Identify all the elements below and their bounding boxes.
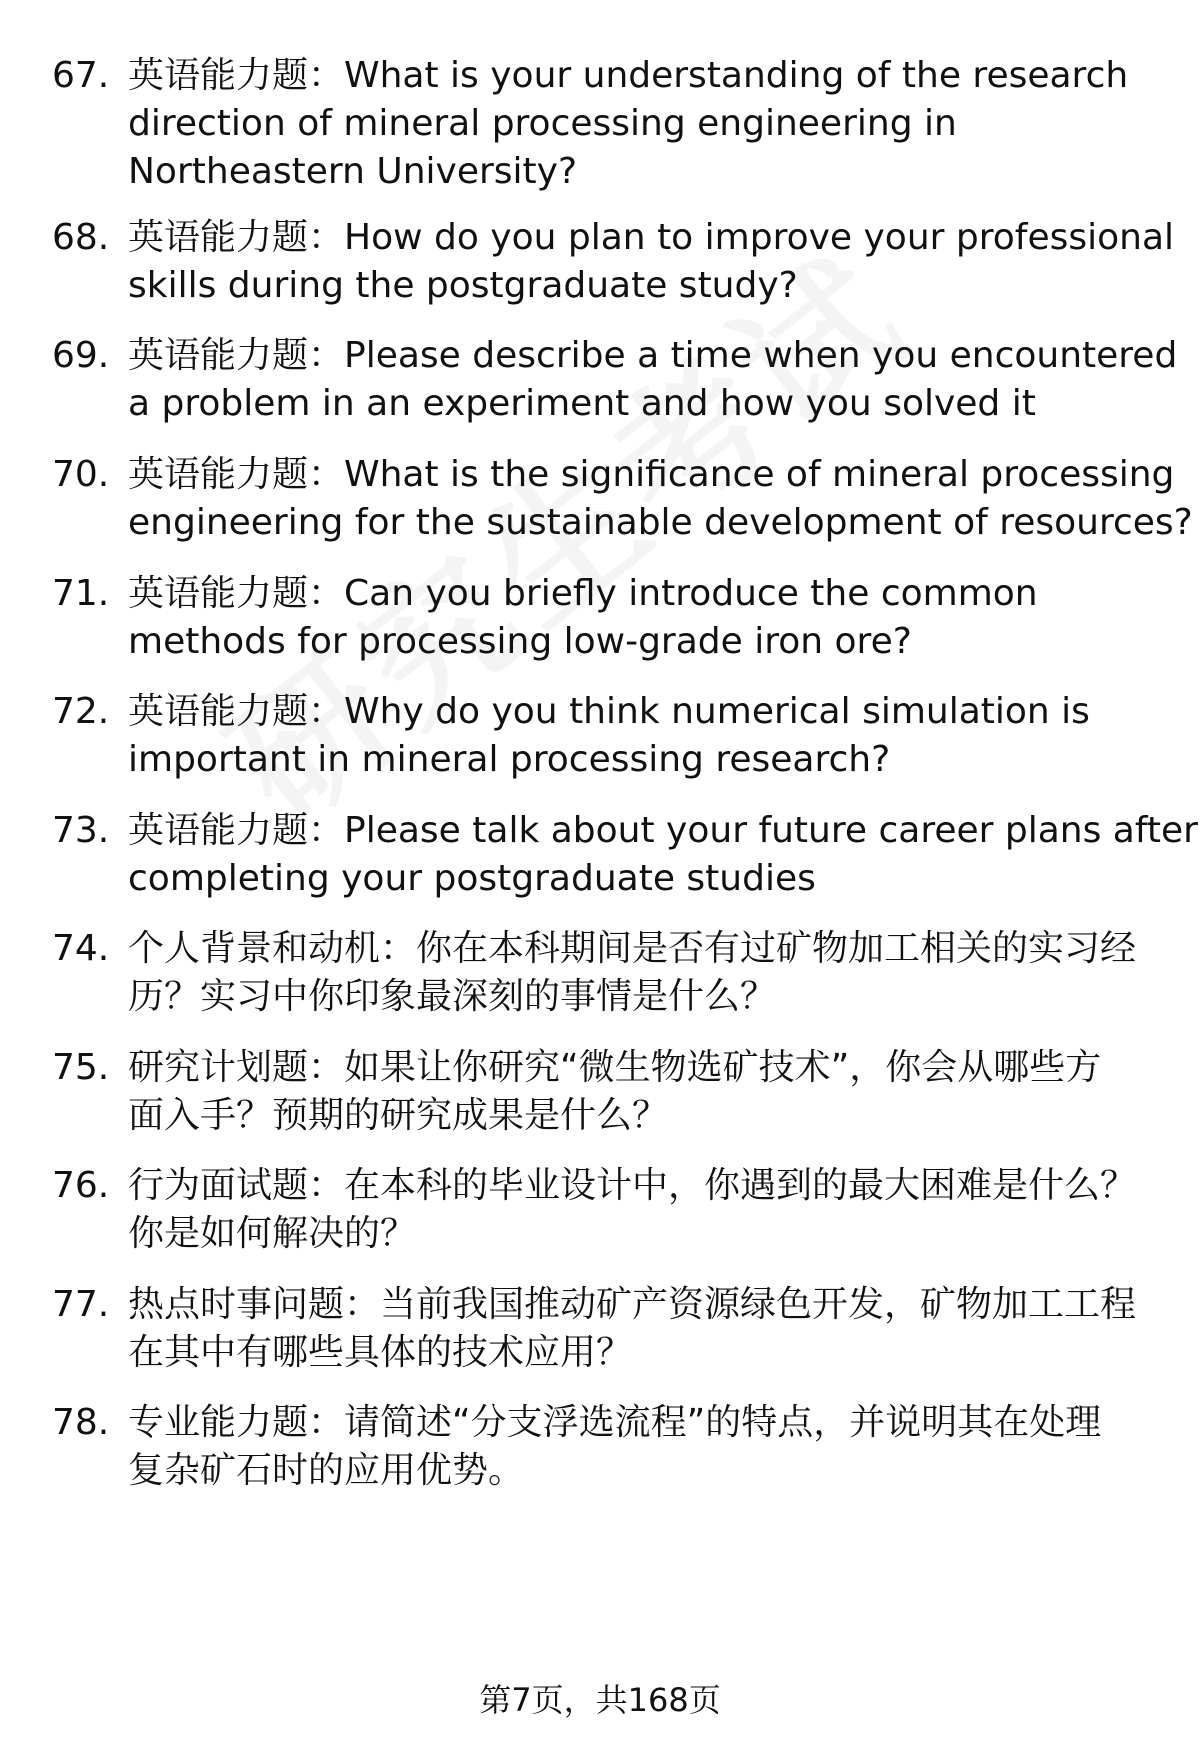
question-number: 69. [52,335,110,376]
question-text: 英语能力题：Can you briefly introduce the common methods for processing low-grade iron ore? [128,573,1038,662]
question-text: 英语能力题：Why do you think numerical simulation is important in mineral processing research? [128,691,1090,780]
question-number: 78. [52,1402,110,1443]
question-text: 行为面试题：在本科的毕业设计中，你遇到的最大困难是什么？ 你是如何解决的？ [128,1165,1137,1254]
question-text: 英语能力题：What is the significance of mineral processing engineering for the sustainable development of resources? [128,454,1193,543]
question-number: 74. [52,928,110,969]
page-footer: 第7页，共168页 [479,1681,721,1719]
question-text: 研究计划题：如果让你研究“微生物选矿技术”，你会从哪些方 面入手？预期的研究成果是什么？ [128,1047,1102,1136]
question-number: 75. [52,1047,110,1088]
question-number: 72. [52,691,110,732]
question-text: 英语能力题：What is your understanding of the research direction of mineral processing engineering in Northeastern University? [128,55,1129,192]
question-text: 个人背景和动机：你在本科期间是否有过矿物加工相关的实习经 历？实习中你印象最深刻的事情是什么？ [128,928,1137,1017]
question-number: 70. [52,454,110,495]
question-number: 71. [52,573,110,614]
question-number: 73. [52,810,110,851]
question-text: 英语能力题：Please describe a time when you encountered a problem in an experiment and how you solved it [128,335,1178,424]
question-number: 67. [52,55,110,96]
question-text: 专业能力题：请简述“分支浮选流程”的特点，并说明其在处理 复杂矿石时的应用优势。 [128,1402,1102,1491]
question-number: 68. [52,217,110,258]
question-number: 76. [52,1165,110,1206]
question-text: 英语能力题：How do you plan to improve your professional skills during the postgraduate study? [128,217,1175,306]
question-text: 热点时事问题：当前我国推动矿产资源绿色开发，矿物加工工程 在其中有哪些具体的技术应用？ [128,1284,1137,1373]
question-number: 77. [52,1284,110,1325]
question-text: 英语能力题：Please talk about your future career plans after completing your postgraduate studies [128,810,1198,899]
